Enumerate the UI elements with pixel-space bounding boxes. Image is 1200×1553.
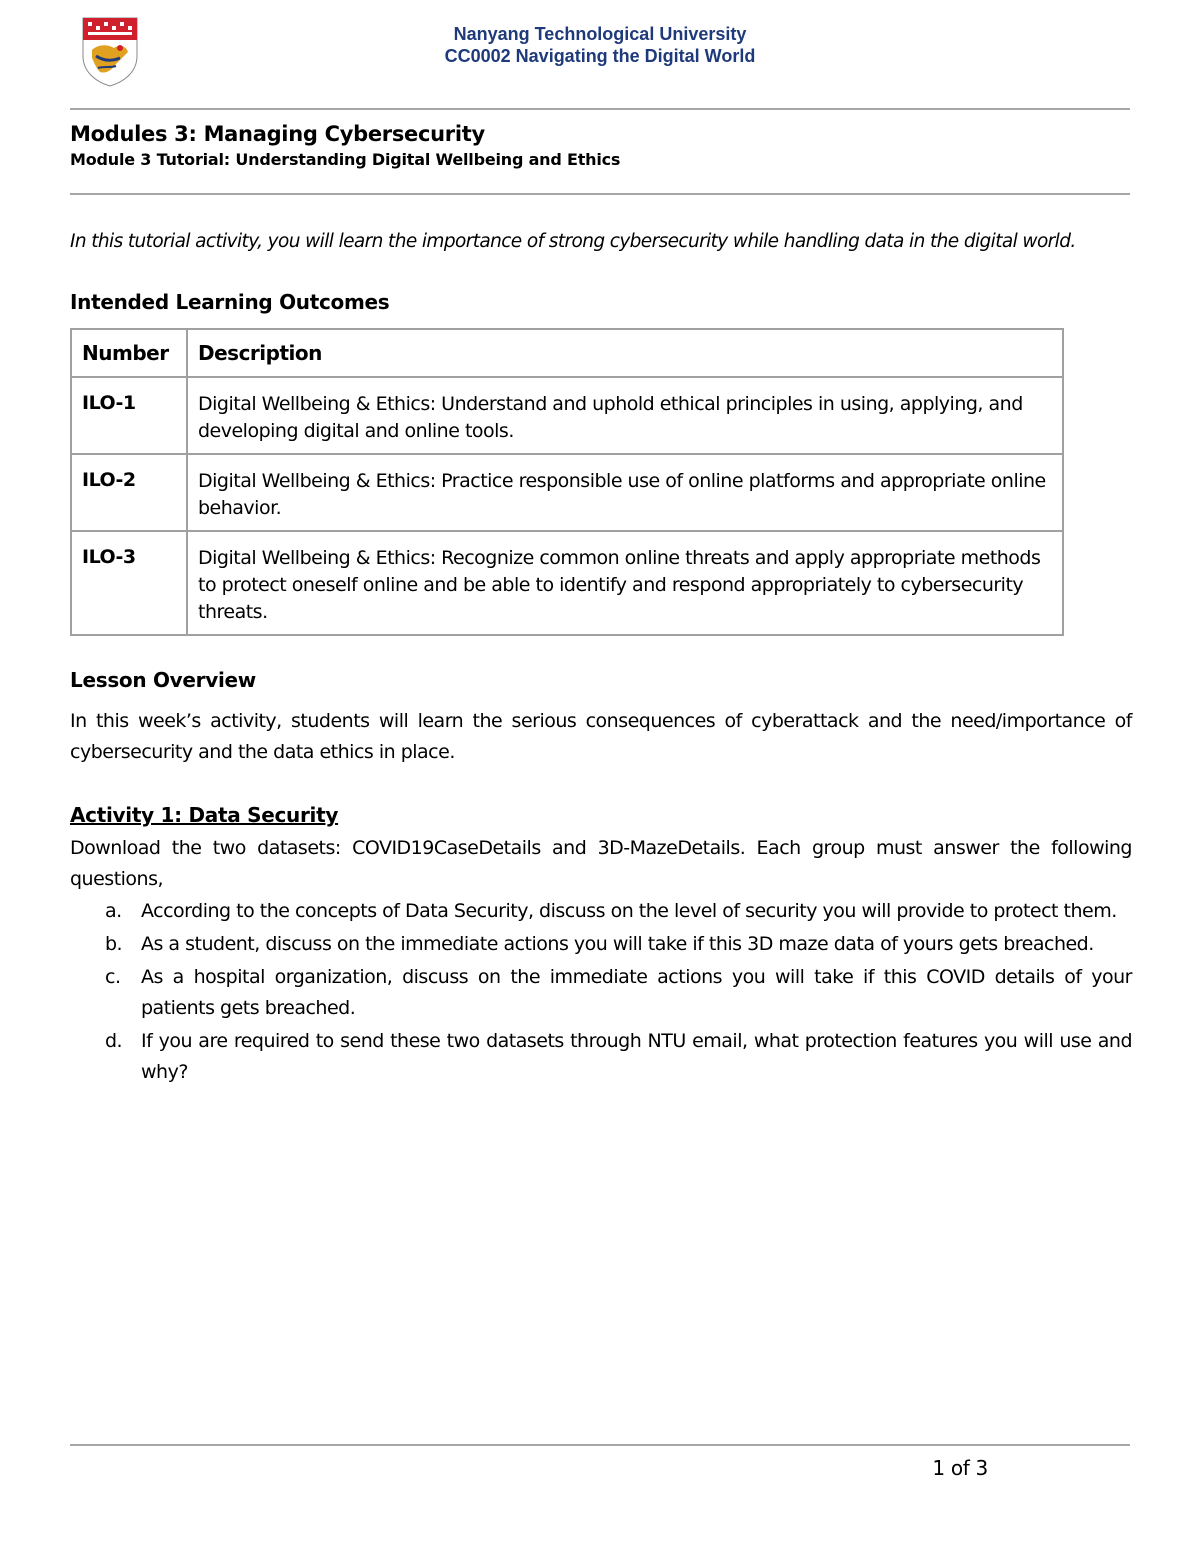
university-name: Nanyang Technological University [453, 24, 747, 44]
ilo-description: Digital Wellbeing & Ethics: Practice responsible use of online platforms and appropriate online behavior. [187, 454, 1063, 531]
table-row [71, 454, 1063, 531]
course-name: CC0002 Navigating the Digital World [444, 46, 756, 66]
question-letter: a. [105, 900, 122, 922]
ilo-description: Digital Wellbeing & Ethics: Recognize common online threats and apply appropriate methods to protect oneself online and be able to identify and respond appropriately to cybersecurity threats. [187, 531, 1063, 635]
list-item [70, 1026, 1132, 1088]
table-row [71, 377, 1063, 454]
module-title: Modules 3: Managing Cybersecurity [70, 122, 485, 146]
column-header-number: Number [71, 329, 187, 377]
activity-heading: Activity 1: Data Security [70, 803, 339, 827]
lesson-text: In this week’s activity, students will learn the serious consequences of cyberattack and the need/importance of cybersecurity and the data ethics in place. [70, 710, 1132, 763]
question-letter: b. [105, 933, 123, 955]
question-letter: c. [105, 966, 121, 988]
outcomes-table [70, 328, 1064, 636]
activity-text: Download the two datasets: COVID19CaseDetails and 3D-MazeDetails. Each group must answer the following questions, [70, 837, 1132, 890]
question-letter: d. [105, 1030, 123, 1052]
page-number: 1 of 3 [932, 1456, 988, 1480]
module-subtitle: Module 3 Tutorial: Understanding Digital Wellbeing and Ethics [70, 150, 621, 169]
table-row [71, 531, 1063, 635]
document-header [300, 23, 900, 67]
lesson-heading: Lesson Overview [70, 668, 256, 692]
list-item [70, 962, 1132, 1024]
column-header-description: Description [187, 329, 1063, 377]
question-text: As a student, discuss on the immediate actions you will take if this 3D maze data of yours gets breached. [141, 933, 1094, 955]
question-text: If you are required to send these two datasets through NTU email, what protection features you will use and why? [141, 1030, 1132, 1083]
ilo-description: Digital Wellbeing & Ethics: Understand and uphold ethical principles in using, applying, and developing digital and online tools. [187, 377, 1063, 454]
list-item [70, 896, 1132, 927]
divider-line [70, 108, 1130, 110]
divider-line [70, 193, 1130, 195]
question-text: As a hospital organization, discuss on the immediate actions you will take if this COVID details of your patients gets breached. [141, 966, 1132, 1019]
ilo-number: ILO-3 [71, 531, 187, 635]
table-header-row [71, 329, 1063, 377]
ntu-crest-icon [80, 16, 140, 88]
question-text: According to the concepts of Data Security, discuss on the level of security you will provide to protect them. [141, 900, 1117, 922]
ilo-number: ILO-1 [71, 377, 187, 454]
outcomes-heading: Intended Learning Outcomes [70, 290, 390, 314]
list-item [70, 929, 1132, 960]
footer-divider [70, 1444, 1130, 1446]
question-list [70, 896, 1132, 1090]
intro-text: In this tutorial activity, you will learn the importance of strong cybersecurity while handling data in the digital world. [70, 231, 1076, 252]
ilo-number: ILO-2 [71, 454, 187, 531]
